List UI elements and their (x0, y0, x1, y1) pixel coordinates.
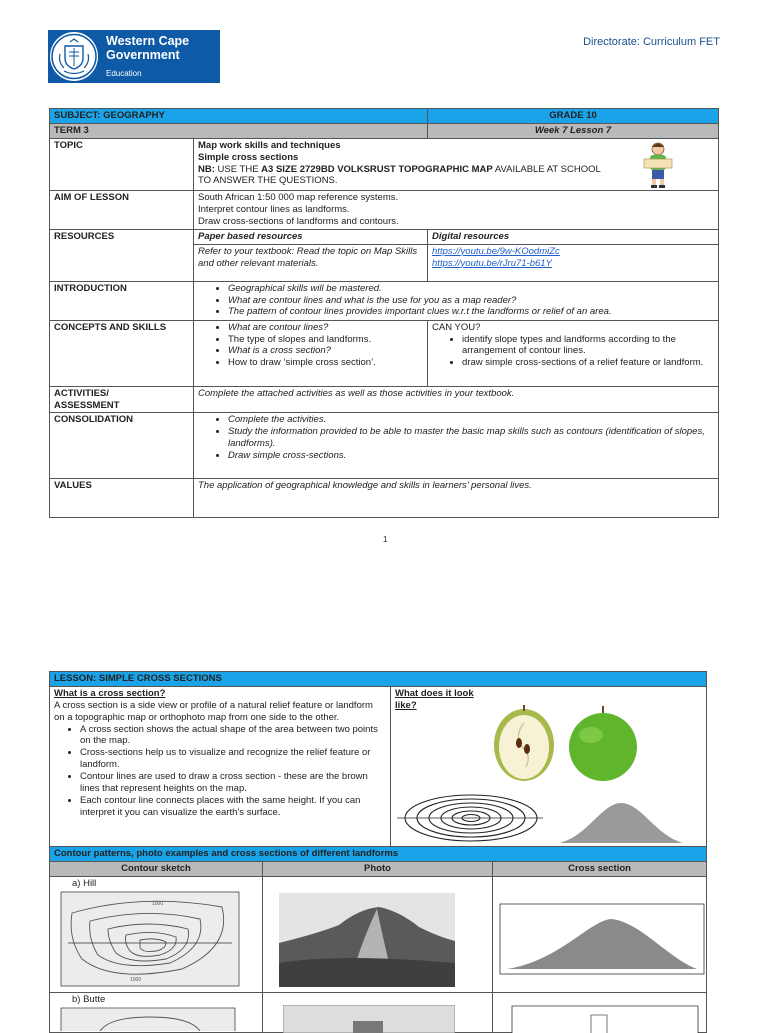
aim-content (194, 190, 719, 229)
concept-item: • What is a cross section? (228, 345, 423, 357)
butte-contour-sketch (60, 1007, 236, 1031)
can-you-item: • identify slope types and landforms according to the arrangement of contour lines. (462, 334, 714, 358)
q-look-like: What does it look like? (395, 687, 474, 711)
butte-cross-section-cell (493, 992, 707, 1032)
q-what-is: What is a cross section? (54, 687, 166, 699)
cross-section-lesson-table (49, 671, 707, 1033)
consolidation-content (194, 413, 719, 479)
illustration-cell (391, 686, 707, 846)
topic-nb-2: TO ANSWER THE QUESTIONS. (198, 175, 338, 187)
butte-photo (283, 1005, 455, 1033)
lesson-title: LESSON: SIMPLE CROSS SECTIONS (50, 672, 707, 687)
coat-of-arms-icon (50, 32, 98, 81)
paper-resources-head: Paper based resources (194, 229, 428, 244)
directorate-label: Directorate: Curriculum FET (583, 36, 720, 48)
values-text: The application of geographical knowledge and skills in learners’ personal lives. (194, 479, 719, 518)
butte-label: b) Butte (72, 993, 106, 1005)
apple-illustration (491, 705, 651, 785)
hill-cross-section (499, 903, 705, 975)
activities-text: Complete the attached activities as well as those activities in your textbook. (194, 386, 719, 413)
intro-item: • Geographical skills will be mastered. (228, 283, 714, 295)
definition-cell (50, 686, 391, 846)
hill-profile-illustration (557, 799, 685, 845)
hill-photo-cell (263, 876, 493, 992)
butte-cross-section (511, 1005, 699, 1033)
section-title: Contour patterns, photo examples and cross sections of different landforms (50, 846, 707, 861)
concept-item: • What are contour lines? (228, 322, 423, 334)
digital-resources-links (428, 244, 719, 281)
butte-photo-cell (263, 992, 493, 1032)
col-header-contour: Contour sketch (50, 861, 263, 876)
consolidation-item: • Complete the activities. (228, 414, 714, 426)
col-header-cross-section: Cross section (493, 861, 707, 876)
grade-cell: GRADE 10 (428, 109, 719, 124)
consolidation-label: CONSOLIDATION (50, 413, 194, 479)
subject-cell: SUBJECT: GEOGRAPHY (50, 109, 428, 124)
hill-cross-section-cell (493, 876, 707, 992)
consolidation-item: • Study the information provided to be able to master the basic map skills such as contours (identification of slopes, landforms). (228, 426, 714, 450)
logo-subtitle: Education (106, 69, 142, 78)
topic-line2: Simple cross sections (198, 151, 299, 163)
student-clipart (640, 141, 676, 189)
consolidation-item: • Draw simple cross-sections. (228, 450, 714, 462)
topic-content (194, 138, 719, 190)
aim-line: South African 1:50 000 map reference systems. (198, 191, 399, 203)
intro-item: • The pattern of contour lines provides important clues w.r.t the landforms or relief of an area. (228, 306, 714, 318)
week-cell: Week 7 Lesson 7 (428, 123, 719, 138)
resources-label: RESOURCES (50, 229, 194, 281)
video-link-1[interactable]: https://youtu.be/9w-KOodmiZc (432, 245, 560, 257)
butte-sketch-cell (50, 992, 263, 1032)
aim-line: Interpret contour lines as landforms. (198, 203, 350, 215)
intro-item: • What are contour lines and what is the use for you as a map reader? (228, 295, 714, 307)
can-you-title: CAN YOU? (432, 321, 481, 333)
paper-resources-text: Refer to your textbook: Read the topic on Map Skills and other relevant materials. (194, 244, 428, 281)
aim-line: Draw cross-sections of landforms and contours. (198, 215, 399, 227)
topic-label: TOPIC (50, 138, 194, 190)
page-number: 1 (383, 535, 388, 544)
video-link-2[interactable]: https://youtu.be/rJru71-b61Y (432, 257, 552, 269)
hill-photo (279, 893, 455, 987)
can-you-item: • draw simple cross-sections of a relief feature or landform. (462, 357, 714, 369)
concept-item: • How to draw ‘simple cross section’. (228, 357, 423, 369)
definition-text: A cross section is a side view or profile of a natural relief feature or landform on a topographic map or orthophoto map from one side to the other. (54, 699, 373, 723)
aim-label: AIM OF LESSON (50, 190, 194, 229)
hill-sketch-cell (50, 876, 263, 992)
definition-bullet: • A cross section shows the actual shape of the area between two points on the map. (80, 724, 386, 748)
contour-rings-illustration (397, 791, 545, 845)
values-label: VALUES (50, 479, 194, 518)
topic-line1: Map work skills and techniques (198, 139, 341, 151)
hill-label: a) Hill (72, 877, 97, 889)
topic-nb: NB: USE THE A3 SIZE 2729BD VOLKSRUST TOPOGRAPHIC MAP AVAILABLE AT SCHOOL (198, 163, 601, 175)
can-you-cell (428, 320, 719, 386)
introduction-content (194, 281, 719, 320)
col-header-photo: Photo (263, 861, 493, 876)
definition-bullet: • Contour lines are used to draw a cross section - these are the brown lines that represent heights on the map. (80, 771, 386, 795)
concepts-list (194, 320, 428, 386)
logo-title: Western Cape Government (106, 34, 190, 62)
activities-label: ACTIVITIES/ ASSESSMENT (50, 386, 194, 413)
lesson-plan-table (49, 108, 719, 518)
concepts-label: CONCEPTS AND SKILLS (50, 320, 194, 386)
definition-bullet: • Cross-sections help us to visualize and recognize the relief feature or landform. (80, 747, 386, 771)
introduction-label: INTRODUCTION (50, 281, 194, 320)
contour-label: 1000 (152, 900, 164, 907)
digital-resources-head: Digital resources (428, 229, 719, 244)
contour-label: 1000 (130, 976, 142, 983)
hill-contour-sketch (60, 891, 240, 987)
concept-item: • The type of slopes and landforms. (228, 334, 423, 346)
term-cell: TERM 3 (50, 123, 428, 138)
wcg-logo (48, 30, 220, 83)
definition-bullet: • Each contour line connects places with the same height. If you can interpret it you can visualize the earth’s surface. (80, 795, 386, 819)
